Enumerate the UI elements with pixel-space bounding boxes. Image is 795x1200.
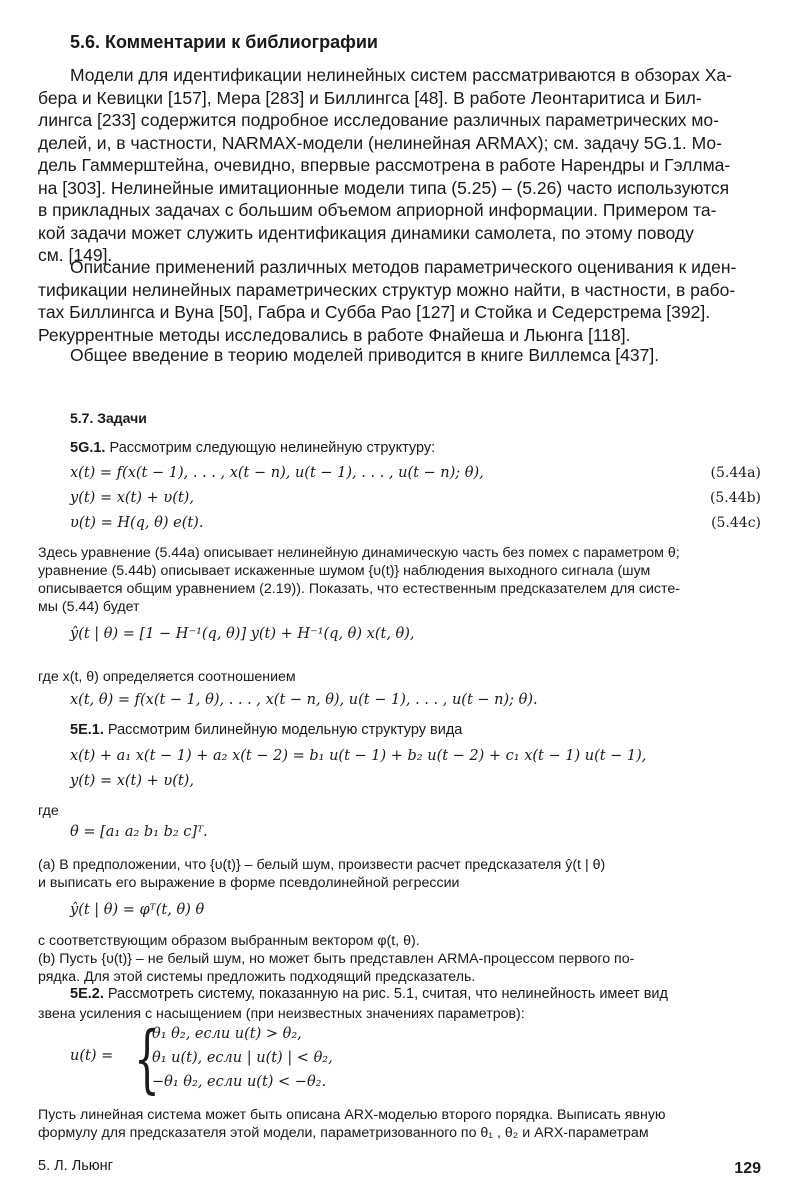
task-5e1-intro <box>70 722 462 738</box>
signature-mark: 5. Л. Льюнг <box>38 1158 113 1174</box>
text-line: делей, и, в частности, NARMAX-модели (нелинейная ARMAX); см. задачу 5G.1. Мо- <box>38 132 722 153</box>
equation-5-44a: x(t) = f(x(t − 1), . . . , x(t − n), u(t − 1), . . . , u(t − n); θ), <box>70 465 484 481</box>
where-clause: где <box>38 803 59 819</box>
text-line: мы (5.44) будет <box>38 599 140 615</box>
left-brace: { <box>134 1016 160 1102</box>
text-line: описывается общим уравнением (2.19)). Показать, что естественным предсказателем для систе- <box>38 581 680 597</box>
text-line: Здесь уравнение (5.44a) описывает нелинейную динамическую часть без помех с параметром θ; <box>38 545 680 561</box>
task-5e1-part-b <box>38 950 764 986</box>
text-line: рядка. Для этой системы предложить подходящий предсказатель. <box>38 969 476 985</box>
text-line: в прикладных задачах с большим объемом априорной информации. Примером та- <box>38 200 717 220</box>
task-5e2-text <box>38 1106 764 1142</box>
page-number: 129 <box>734 1160 761 1177</box>
relation-equation: x(t, θ) = f(x(t − 1, θ), . . . , x(t − n, θ), u(t − 1), . . . , u(t − n); θ). <box>70 692 538 708</box>
text-line: (b) Пусть {υ(t)} – не белый шум, но может быть представлен ARMA-процессом первого по- <box>38 951 635 967</box>
task-5e2-intro <box>70 986 668 1002</box>
bilinear-equation: x(t) + a₁ x(t − 1) + a₂ x(t − 2) = b₁ u(t − 1) + b₂ u(t − 2) + c₁ x(t − 1) u(t − 1), <box>70 748 647 764</box>
equation-5-44c: υ(t) = H(q, θ) e(t). <box>70 515 204 531</box>
section-5-6-heading: 5.6. Комментарии к библиографии <box>70 32 378 52</box>
section-5-7-heading: 5.7. Задачи <box>70 410 147 426</box>
saturation-lhs: u(t) = <box>70 1048 114 1064</box>
text-line: Модели для идентификации нелинейных систем рассматриваются в обзорах Ха- <box>70 65 732 85</box>
equation-5-44b: y(t) = x(t) + υ(t), <box>70 490 194 506</box>
text-line: формулу для предсказателя этой модели, параметризованного по θ₁ , θ₂ и ARX-параметрам <box>38 1125 649 1141</box>
paragraph-2 <box>38 256 764 346</box>
task-5g1-text <box>38 544 764 616</box>
text-line: и выписать его выражение в форме псевдолинейной регрессии <box>38 875 460 891</box>
task-label: 5E.1. <box>70 722 104 738</box>
output-equation: y(t) = x(t) + υ(t), <box>70 773 194 789</box>
text-line: лингса [233] содержится подробное исследование различных параметрических мо- <box>38 110 719 130</box>
text-line: бера и Кевицки [157], Мера [283] и Биллингса [48]. В работе Леонтаритиса и Бил- <box>38 87 702 108</box>
case-line: θ₁ θ₂, если u(t) > θ₂, <box>152 1026 302 1042</box>
paragraph-3: Общее введение в теорию моделей приводится в книге Виллемса [437]. <box>70 345 660 365</box>
task-text: Рассмотрим следующую нелинейную структуру: <box>109 440 436 456</box>
where-clause: где x(t, θ) определяется соотношением <box>38 669 296 685</box>
case-line: −θ₁ θ₂, если u(t) < −θ₂. <box>152 1074 327 1090</box>
task-label: 5E.2. <box>70 986 104 1002</box>
text-line: дель Гаммерштейна, очевидно, впервые рассмотрена в работе Нарендры и Гэллма- <box>38 155 731 175</box>
text-line: Пусть линейная система может быть описана ARX-моделью второго порядка. Выписать явную <box>38 1107 666 1123</box>
task-label: 5G.1. <box>70 440 106 456</box>
equation-number: (5.44a) <box>710 465 761 481</box>
equation-number: (5.44c) <box>711 515 761 531</box>
text-line: см. [149]. <box>38 245 113 265</box>
text-line: тификации нелинейных параметрических структур можно найти, в частности, в рабо- <box>38 279 736 300</box>
theta-definition: θ = [a₁ a₂ b₁ b₂ c]ᵀ. <box>70 824 208 840</box>
paragraph-1 <box>38 64 764 267</box>
text-line: тах Биллингса и Вуна [50], Габра и Субба Рао [127] и Стойка и Седерстрема [392]. <box>38 302 711 322</box>
text-line: звена усиления с насыщением (при неизвестных значениях параметров): <box>38 1006 525 1022</box>
text-line: кой задачи может служить идентификация динамики самолета, по этому поводу <box>38 222 694 243</box>
case-line: θ₁ u(t), если | u(t) | < θ₂, <box>152 1050 333 1066</box>
text-line: уравнение (5.44b) описывает искаженные шумом {υ(t)} наблюдения выходного сигнала (шум <box>38 563 651 579</box>
text-line: с соответствующим образом выбранным вектором φ(t, θ). <box>38 933 420 949</box>
task-5g1-intro <box>70 440 435 456</box>
regression-equation: ŷ(t | θ) = φᵀ(t, θ) θ <box>70 902 205 918</box>
task-text: Рассмотрим билинейную модельную структуру вида <box>107 722 463 738</box>
text-line: Описание применений различных методов параметрического оценивания к иден- <box>70 257 737 277</box>
predictor-equation: ŷ(t | θ) = [1 − H⁻¹(q, θ)] y(t) + H⁻¹(q, θ) x(t, θ), <box>70 626 415 642</box>
text-line: Рекуррентные методы исследовались в работе Фнайеша и Льюнга [118]. <box>38 324 631 345</box>
task-text: Рассмотреть систему, показанную на рис. 5.1, считая, что нелинейность имеет вид <box>107 986 668 1002</box>
text-line: (a) В предположении, что {υ(t)} – белый шум, произвести расчет предсказателя ŷ(t | θ) <box>38 857 606 873</box>
equation-number: (5.44b) <box>709 490 761 506</box>
task-5e1-part-a <box>38 856 764 892</box>
text-line: на [303]. Нелинейные имитационные модели типа (5.25) – (5.26) часто используются <box>38 177 730 198</box>
